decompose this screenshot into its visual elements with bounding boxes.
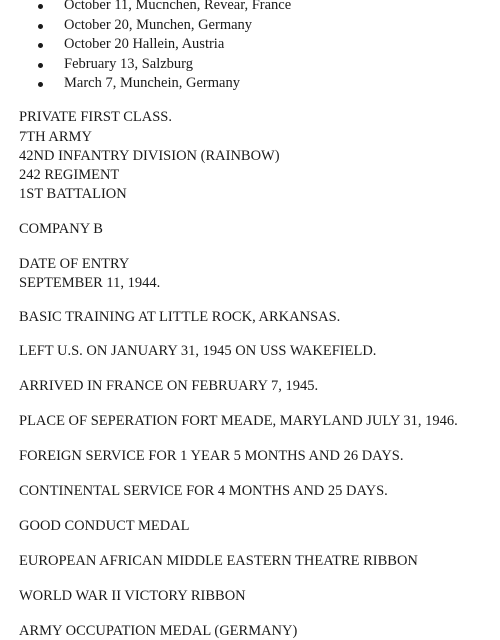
location-text: March 7, Munchein, Germany <box>64 75 240 91</box>
award-eame-ribbon: EUROPEAN AFRICAN MIDDLE EASTERN THEATRE RIBBON <box>19 553 418 569</box>
location-text: October 11, Mucnchen, Revear, France <box>64 0 292 13</box>
foreign-service-text: FOREIGN SERVICE FOR 1 YEAR 5 MONTHS AND 26 DAYS. <box>19 448 404 464</box>
bullet-icon <box>38 24 43 29</box>
list-item <box>34 55 291 75</box>
division-text: 42ND INFANTRY DIVISION (RAINBOW) <box>19 148 280 164</box>
arrived-france-text: ARRIVED IN FRANCE ON FEBRUARY 7, 1945. <box>19 378 319 394</box>
rank-text: PRIVATE FIRST CLASS. <box>19 109 172 125</box>
date-of-entry-label: DATE OF ENTRY <box>19 256 130 272</box>
company-text: COMPANY B <box>19 221 103 237</box>
basic-training-text: BASIC TRAINING AT LITTLE ROCK, ARKANSAS. <box>19 309 341 325</box>
list-item <box>34 16 291 36</box>
separation-text: PLACE OF SEPERATION FORT MEADE, MARYLAND JULY 31, 1946. <box>19 413 458 429</box>
award-good-conduct: GOOD CONDUCT MEDAL <box>19 518 190 534</box>
regiment-text: 242 REGIMENT <box>19 167 120 183</box>
location-text: October 20 Hallein, Austria <box>64 36 225 52</box>
continental-service-text: CONTINENTAL SERVICE FOR 4 MONTHS AND 25 DAYS. <box>19 483 388 499</box>
bullet-icon <box>38 4 43 9</box>
army-text: 7TH ARMY <box>19 129 92 145</box>
award-victory-ribbon: WORLD WAR II VICTORY RIBBON <box>19 588 246 604</box>
bullet-icon <box>38 43 43 48</box>
left-us-text: LEFT U.S. ON JANUARY 31, 1945 ON USS WAKEFIELD. <box>19 343 377 359</box>
list-item <box>34 74 291 94</box>
list-item <box>34 0 291 16</box>
bullet-icon <box>38 63 43 68</box>
date-of-entry-value: SEPTEMBER 11, 1944. <box>19 275 161 291</box>
bullet-icon <box>38 82 43 87</box>
list-item <box>34 35 291 55</box>
battalion-text: 1ST BATTALION <box>19 186 127 202</box>
location-text: October 20, Munchen, Germany <box>64 16 253 33</box>
award-occupation-medal: ARMY OCCUPATION MEDAL (GERMANY) <box>19 623 298 639</box>
location-text: February 13, Salzburg <box>64 55 193 72</box>
locations-list <box>34 0 291 94</box>
